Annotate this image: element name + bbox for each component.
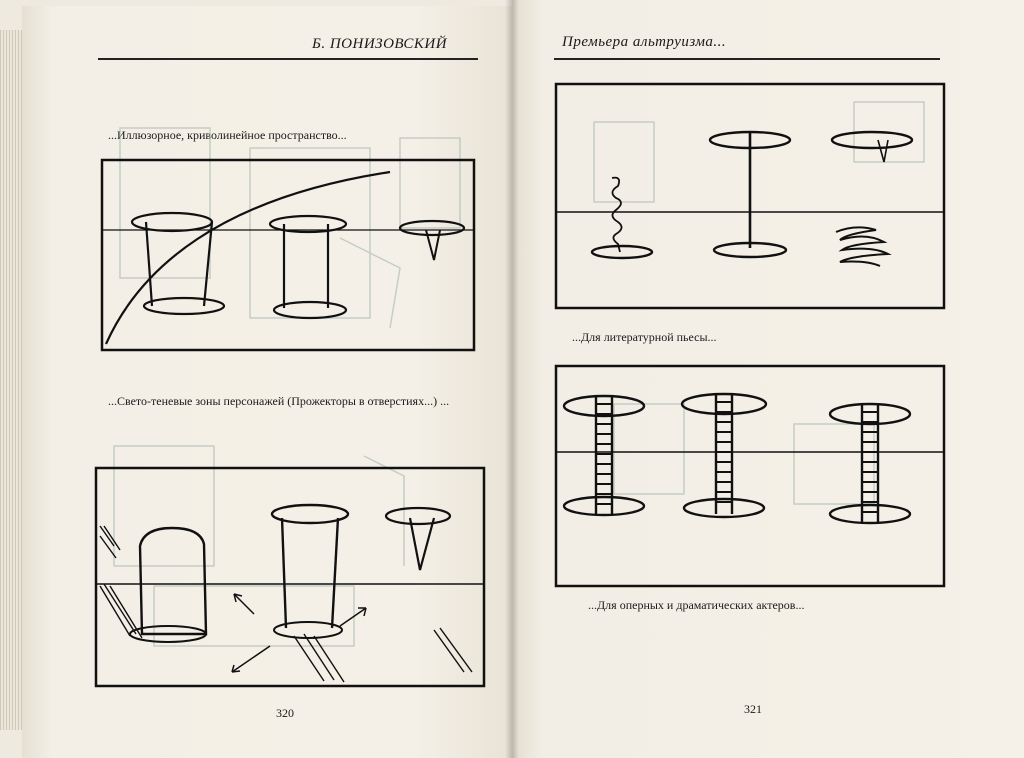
figure-opera-actors xyxy=(554,364,946,588)
left-running-head: Б. ПОНИЗОВСКИЙ xyxy=(312,36,448,52)
right-page-number: 321 xyxy=(744,702,762,716)
figure-literary-play xyxy=(554,82,946,310)
frame-2 xyxy=(96,468,484,686)
figure-illusory-space xyxy=(100,158,478,354)
right-header-rule xyxy=(554,58,940,60)
page-edges xyxy=(0,30,24,730)
figure-light-shadow-zones xyxy=(94,466,486,688)
right-caption-2: ...Для оперных и драматических актеров... xyxy=(588,598,805,612)
gutter-shadow xyxy=(505,0,519,758)
left-page-number: 320 xyxy=(276,706,294,720)
left-caption-2: ...Свето-теневые зоны персонажей (Прожекторы в отверстиях...) ... xyxy=(108,394,450,408)
frame-1 xyxy=(102,160,474,350)
right-running-head: Премьера альтруизма... xyxy=(562,34,727,50)
left-header-rule xyxy=(98,58,478,60)
left-caption-1: ...Иллюзорное, криволинейное пространство... xyxy=(108,128,347,142)
right-caption-1: ...Для литературной пьесы... xyxy=(572,330,717,344)
